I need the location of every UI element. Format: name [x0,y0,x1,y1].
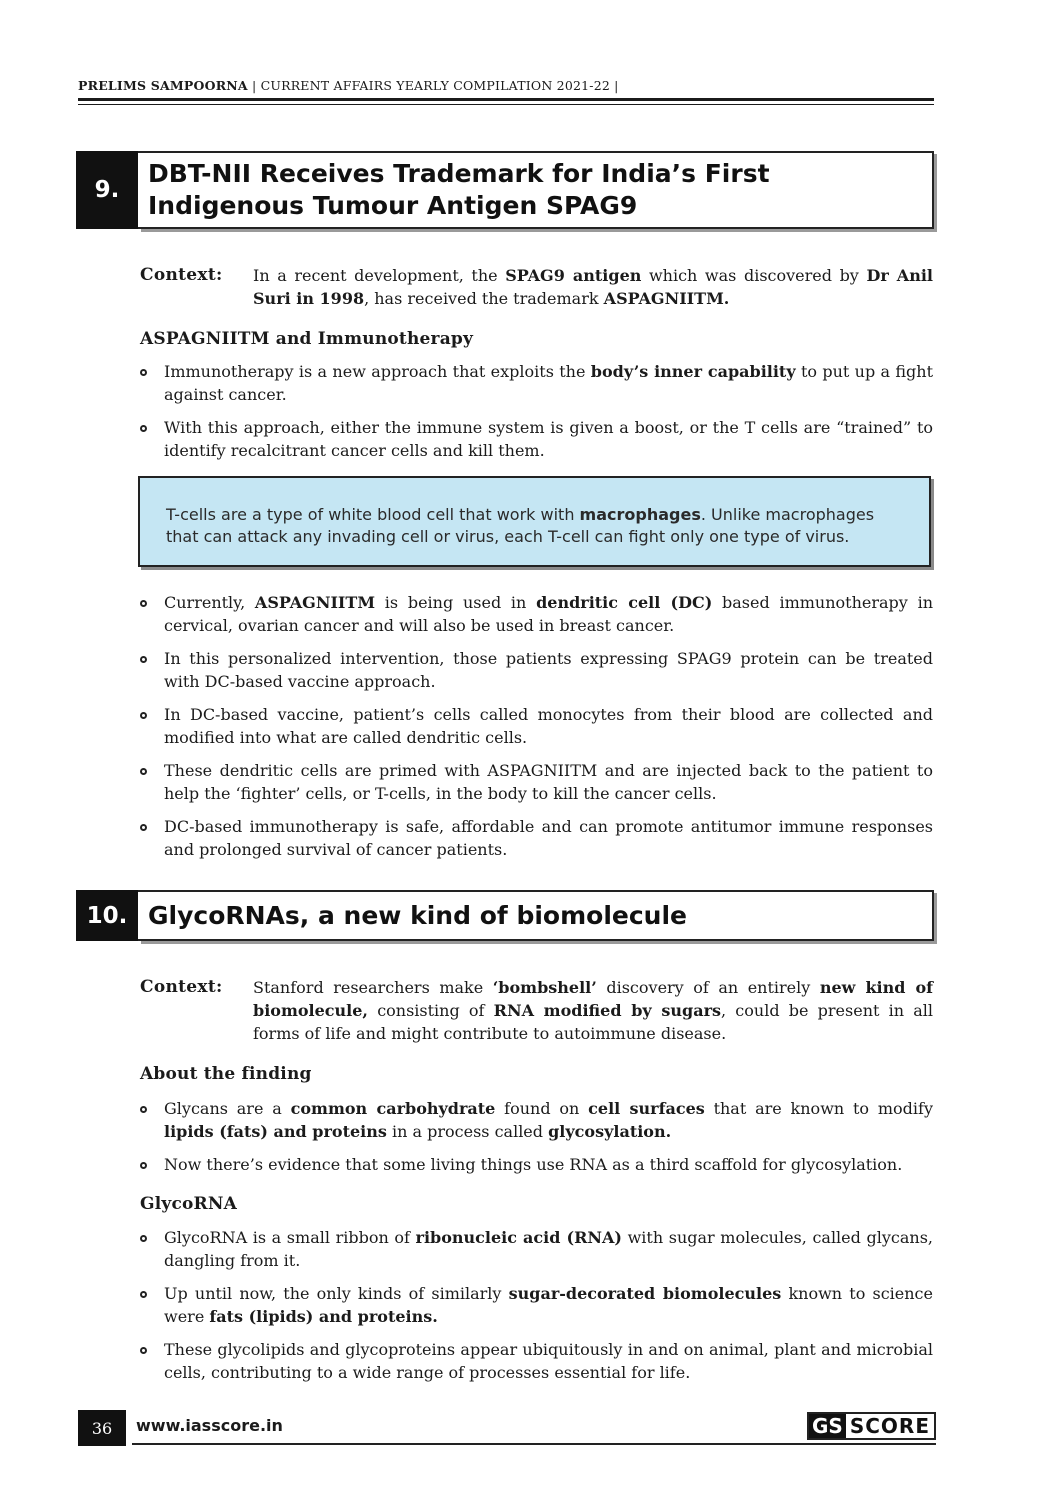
bullet-icon [140,824,147,831]
list-item: In this personalized intervention, those patients expressing SPAG9 protein can be treated with DC-based vaccine approach. [140,647,933,693]
context-text: Stanford researchers make ‘bombshell’ discovery of an entirely new kind of biomolecule, consisting of RNA modified by sugars, could be present in all forms of life and might contribute to autoimmune disease. [253,978,934,1043]
context-label: Context: [140,977,223,997]
list-item: These glycolipids and glycoproteins appear ubiquitously in and on animal, plant and microbial cells, contributing to a wide range of processes essential for life. [140,1338,933,1384]
bullet-icon [140,768,147,775]
page-number: 36 [78,1410,126,1446]
section-9-number: 9. [76,151,138,229]
list-item: With this approach, either the immune system is given a boost, or the T cells are “trained” to identify recalcitrant cancer cells and kill them. [140,416,933,462]
finding-bullets [140,1097,933,1186]
footer-rule [132,1443,936,1445]
header-rule-thick [78,98,934,101]
list-item: DC-based immunotherapy is safe, affordable and can promote antitumor immune responses and prolonged survival of cancer patients. [140,815,933,861]
bullet-icon [140,1106,147,1113]
section-10-heading [76,890,934,941]
footer-url[interactable]: www.iasscore.in [136,1416,283,1435]
list-item: Immunotherapy is a new approach that exploits the body’s inner capability to put up a fight against cancer. [140,360,933,406]
list-item: Glycans are a common carbohydrate found on cell surfaces that are known to modify lipids (fats) and proteins in a process called glycosylation. [140,1097,933,1143]
tcell-note-box: T-cells are a type of white blood cell that work with macrophages. Unlike macrophages that can attack any invading cell or virus, each T-cell can fight only one type of virus. [138,476,931,567]
subheading-glycorna: GlycoRNA [140,1194,238,1214]
bullet-icon [140,712,147,719]
logo-gs: GS [809,1414,846,1438]
bullet-icon [140,600,147,607]
header-brand: PRELIMS SAMPOORNA [78,78,248,93]
bullet-icon [140,1162,147,1169]
bullet-icon [140,656,147,663]
subheading-immunotherapy: ASPAGNIITM and Immunotherapy [140,329,474,349]
list-item: Now there’s evidence that some living things use RNA as a third scaffold for glycosylation. [140,1153,933,1176]
header-rule-thin [78,104,934,105]
section-10-context [140,976,933,1045]
gs-score-logo [807,1412,936,1440]
logo-score: SCORE [849,1414,930,1438]
list-item: In DC-based vaccine, patient’s cells called monocytes from their blood are collected and modified into what are called dendritic cells. [140,703,933,749]
bullet-icon [140,1291,147,1298]
header-rest: | CURRENT AFFAIRS YEARLY COMPILATION 2021-22 | [247,78,619,93]
bullet-icon [140,369,147,376]
section-10-number: 10. [76,890,138,941]
list-item: Up until now, the only kinds of similarly sugar-decorated biomolecules known to science were fats (lipids) and proteins. [140,1282,933,1328]
running-header [78,78,619,93]
glycorna-bullets [140,1226,933,1394]
context-label: Context: [140,265,223,285]
immunotherapy-bullets [140,360,933,472]
context-text: In a recent development, the SPAG9 antigen which was discovered by Dr Anil Suri in 1998, has received the trademark ASPAGNIITM. [253,266,934,308]
section-9-title: DBT-NII Receives Trademark for India’s First Indigenous Tumour Antigen SPAG9 [148,159,770,220]
bullet-icon [140,425,147,432]
section-9-heading [76,151,934,229]
list-item: Currently, ASPAGNIITM is being used in dendritic cell (DC) based immunotherapy in cervical, ovarian cancer and will also be used in breast cancer. [140,591,933,637]
section-9-title-box [138,151,934,229]
list-item: GlycoRNA is a small ribbon of ribonucleic acid (RNA) with sugar molecules, called glycans, dangling from it. [140,1226,933,1272]
page-footer [78,1410,936,1446]
list-item: These dendritic cells are primed with ASPAGNIITM and are injected back to the patient to help the ‘fighter’ cells, or T-cells, in the body to kill the cancer cells. [140,759,933,805]
bullet-icon [140,1347,147,1354]
section-9-context [140,264,933,310]
subheading-about-finding: About the finding [140,1064,312,1084]
bullet-icon [140,1235,147,1242]
section-10-title-box [138,890,934,941]
dc-bullets [140,591,933,871]
section-10-title: GlycoRNAs, a new kind of biomolecule [148,900,687,930]
